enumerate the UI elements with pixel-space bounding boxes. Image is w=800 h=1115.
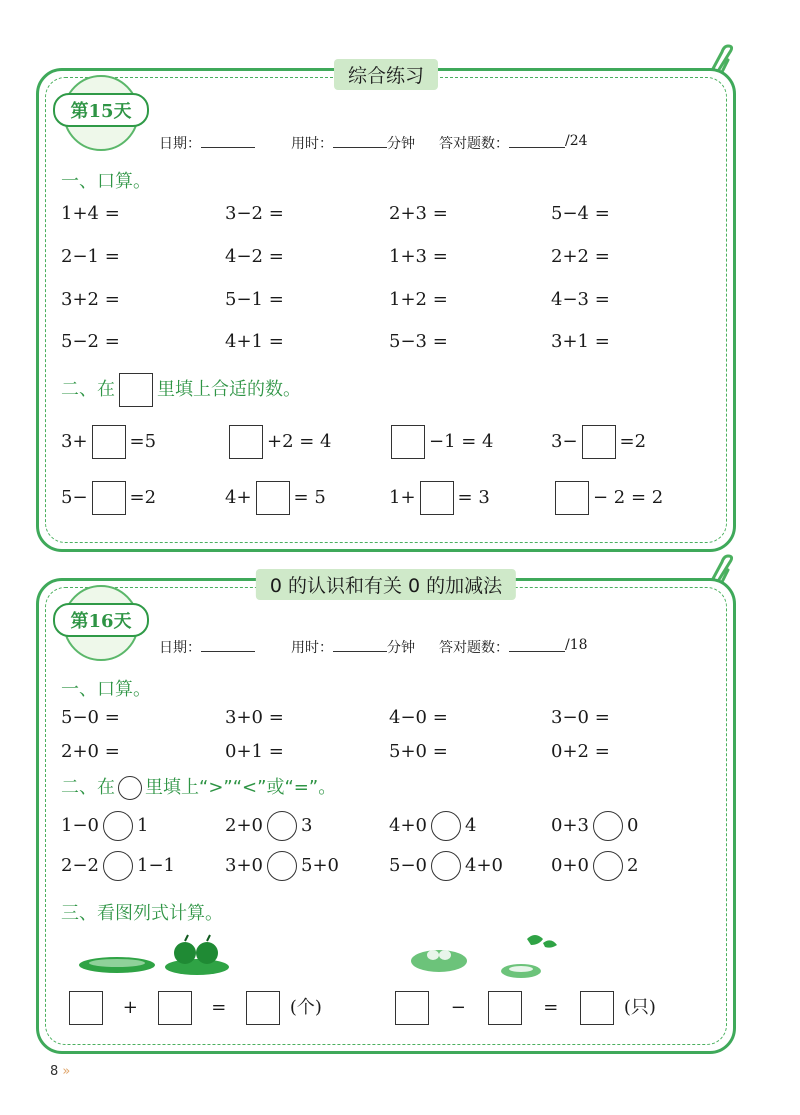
equation: 2+3 = — [389, 203, 448, 224]
equation: 5−4 = — [551, 203, 610, 224]
compare-circle[interactable] — [103, 811, 133, 841]
answer-box[interactable] — [92, 425, 126, 459]
equation: 2+2 = — [551, 246, 610, 267]
meta-row — [159, 637, 588, 657]
worksheet-card-day16 — [36, 575, 736, 1054]
day-badge — [53, 589, 149, 643]
equation: 1+4 = — [61, 203, 120, 224]
card-title: 0 的认识和有关 0 的加减法 — [256, 569, 516, 600]
card-title: 综合练习 — [334, 59, 438, 90]
equation: 3+1 = — [551, 331, 610, 352]
date-label: 日期： — [159, 136, 201, 152]
section-prefix: 二、在 — [61, 777, 115, 798]
fill-equation: 1+ = 3 — [389, 481, 490, 515]
compare-circle[interactable] — [593, 811, 623, 841]
compare-row: 5−0 4+0 — [389, 851, 503, 881]
equation: 1+2 = — [389, 289, 448, 310]
day-label: 第16天 — [53, 603, 149, 637]
section-prefix: 二、在 — [61, 379, 115, 400]
equation: 4+1 = — [225, 331, 284, 352]
score-label: 答对题数： — [439, 640, 509, 656]
fill-equation: −1 = 4 — [387, 425, 494, 459]
compare-circle[interactable] — [593, 851, 623, 881]
answer-box[interactable] — [395, 991, 429, 1025]
date-label: 日期： — [159, 640, 201, 656]
fill-equation: − 2 = 2 — [551, 481, 663, 515]
time-blank[interactable] — [333, 637, 387, 652]
answer-box[interactable] — [92, 481, 126, 515]
compare-circle[interactable] — [267, 811, 297, 841]
equation: 3+2 = — [61, 289, 120, 310]
time-label: 用时： — [291, 640, 333, 656]
compare-circle[interactable] — [431, 811, 461, 841]
equation: 0+1 = — [225, 741, 284, 762]
answer-box[interactable] — [580, 991, 614, 1025]
answer-box[interactable] — [555, 481, 589, 515]
compare-circle[interactable] — [103, 851, 133, 881]
equation: 5+0 = — [389, 741, 448, 762]
fill-equation: 5− =2 — [61, 481, 156, 515]
equation: 5−2 = — [61, 331, 120, 352]
equation: 3+0 = — [225, 707, 284, 728]
date-blank[interactable] — [201, 637, 255, 652]
score-total: /24 — [565, 133, 588, 149]
section-suffix: 里填上合适的数。 — [157, 379, 301, 400]
fill-equation: 3+ =5 — [61, 425, 156, 459]
score-blank[interactable] — [509, 133, 565, 148]
time-unit: 分钟 — [387, 640, 415, 656]
section-suffix: 里填上“>”“<”或“=”。 — [145, 777, 337, 798]
equation: 5−3 = — [389, 331, 448, 352]
compare-row: 2−2 1−1 — [61, 851, 175, 881]
equation: 4−0 = — [389, 707, 448, 728]
section-title: 一、口算。 — [61, 171, 151, 192]
compare-row: 2+0 3 — [225, 811, 312, 841]
compare-circle[interactable] — [267, 851, 297, 881]
day-label: 第15天 — [53, 93, 149, 127]
compare-row: 1−0 1 — [61, 811, 148, 841]
compare-circle[interactable] — [431, 851, 461, 881]
answer-box[interactable] — [69, 991, 103, 1025]
equation: 5−1 = — [225, 289, 284, 310]
day-badge — [53, 79, 149, 133]
equation: 2+0 = — [61, 741, 120, 762]
plates-apples-illustration — [75, 933, 235, 981]
compare-row: 0+3 0 — [551, 811, 638, 841]
picture-equation-left: + = (个) — [65, 991, 322, 1025]
answer-box[interactable] — [488, 991, 522, 1025]
compare-row: 3+0 5+0 — [225, 851, 339, 881]
section-title — [61, 773, 336, 800]
answer-box[interactable] — [158, 991, 192, 1025]
answer-box[interactable] — [582, 425, 616, 459]
page-number: 8 » — [50, 1064, 71, 1079]
score-label: 答对题数： — [439, 136, 509, 152]
picture-equation-right: − = (只) — [391, 991, 656, 1025]
time-unit: 分钟 — [387, 136, 415, 152]
section-title: 三、看图列式计算。 — [61, 903, 223, 924]
nest-birds-illustration — [409, 925, 569, 985]
equation: 0+2 = — [551, 741, 610, 762]
fill-equation: 4+ = 5 — [225, 481, 326, 515]
answer-box[interactable] — [420, 481, 454, 515]
compare-circle-sample — [118, 776, 142, 800]
equation: 1+3 = — [389, 246, 448, 267]
fill-equation: +2 = 4 — [225, 425, 332, 459]
score-blank[interactable] — [509, 637, 565, 652]
answer-box[interactable] — [229, 425, 263, 459]
answer-box[interactable] — [391, 425, 425, 459]
compare-row: 0+0 2 — [551, 851, 638, 881]
answer-box[interactable] — [256, 481, 290, 515]
equation: 2−1 = — [61, 246, 120, 267]
fill-equation: 3− =2 — [551, 425, 646, 459]
worksheet-card-day15 — [36, 65, 736, 552]
section-title — [61, 373, 301, 407]
equation: 5−0 = — [61, 707, 120, 728]
equation: 4−2 = — [225, 246, 284, 267]
section-title: 一、口算。 — [61, 679, 151, 700]
date-blank[interactable] — [201, 133, 255, 148]
answer-box-sample — [119, 373, 153, 407]
time-blank[interactable] — [333, 133, 387, 148]
equation: 3−2 = — [225, 203, 284, 224]
compare-row: 4+0 4 — [389, 811, 476, 841]
equation: 3−0 = — [551, 707, 610, 728]
time-label: 用时： — [291, 136, 333, 152]
meta-row — [159, 133, 588, 153]
equation: 4−3 = — [551, 289, 610, 310]
score-total: /18 — [565, 637, 588, 653]
answer-box[interactable] — [246, 991, 280, 1025]
